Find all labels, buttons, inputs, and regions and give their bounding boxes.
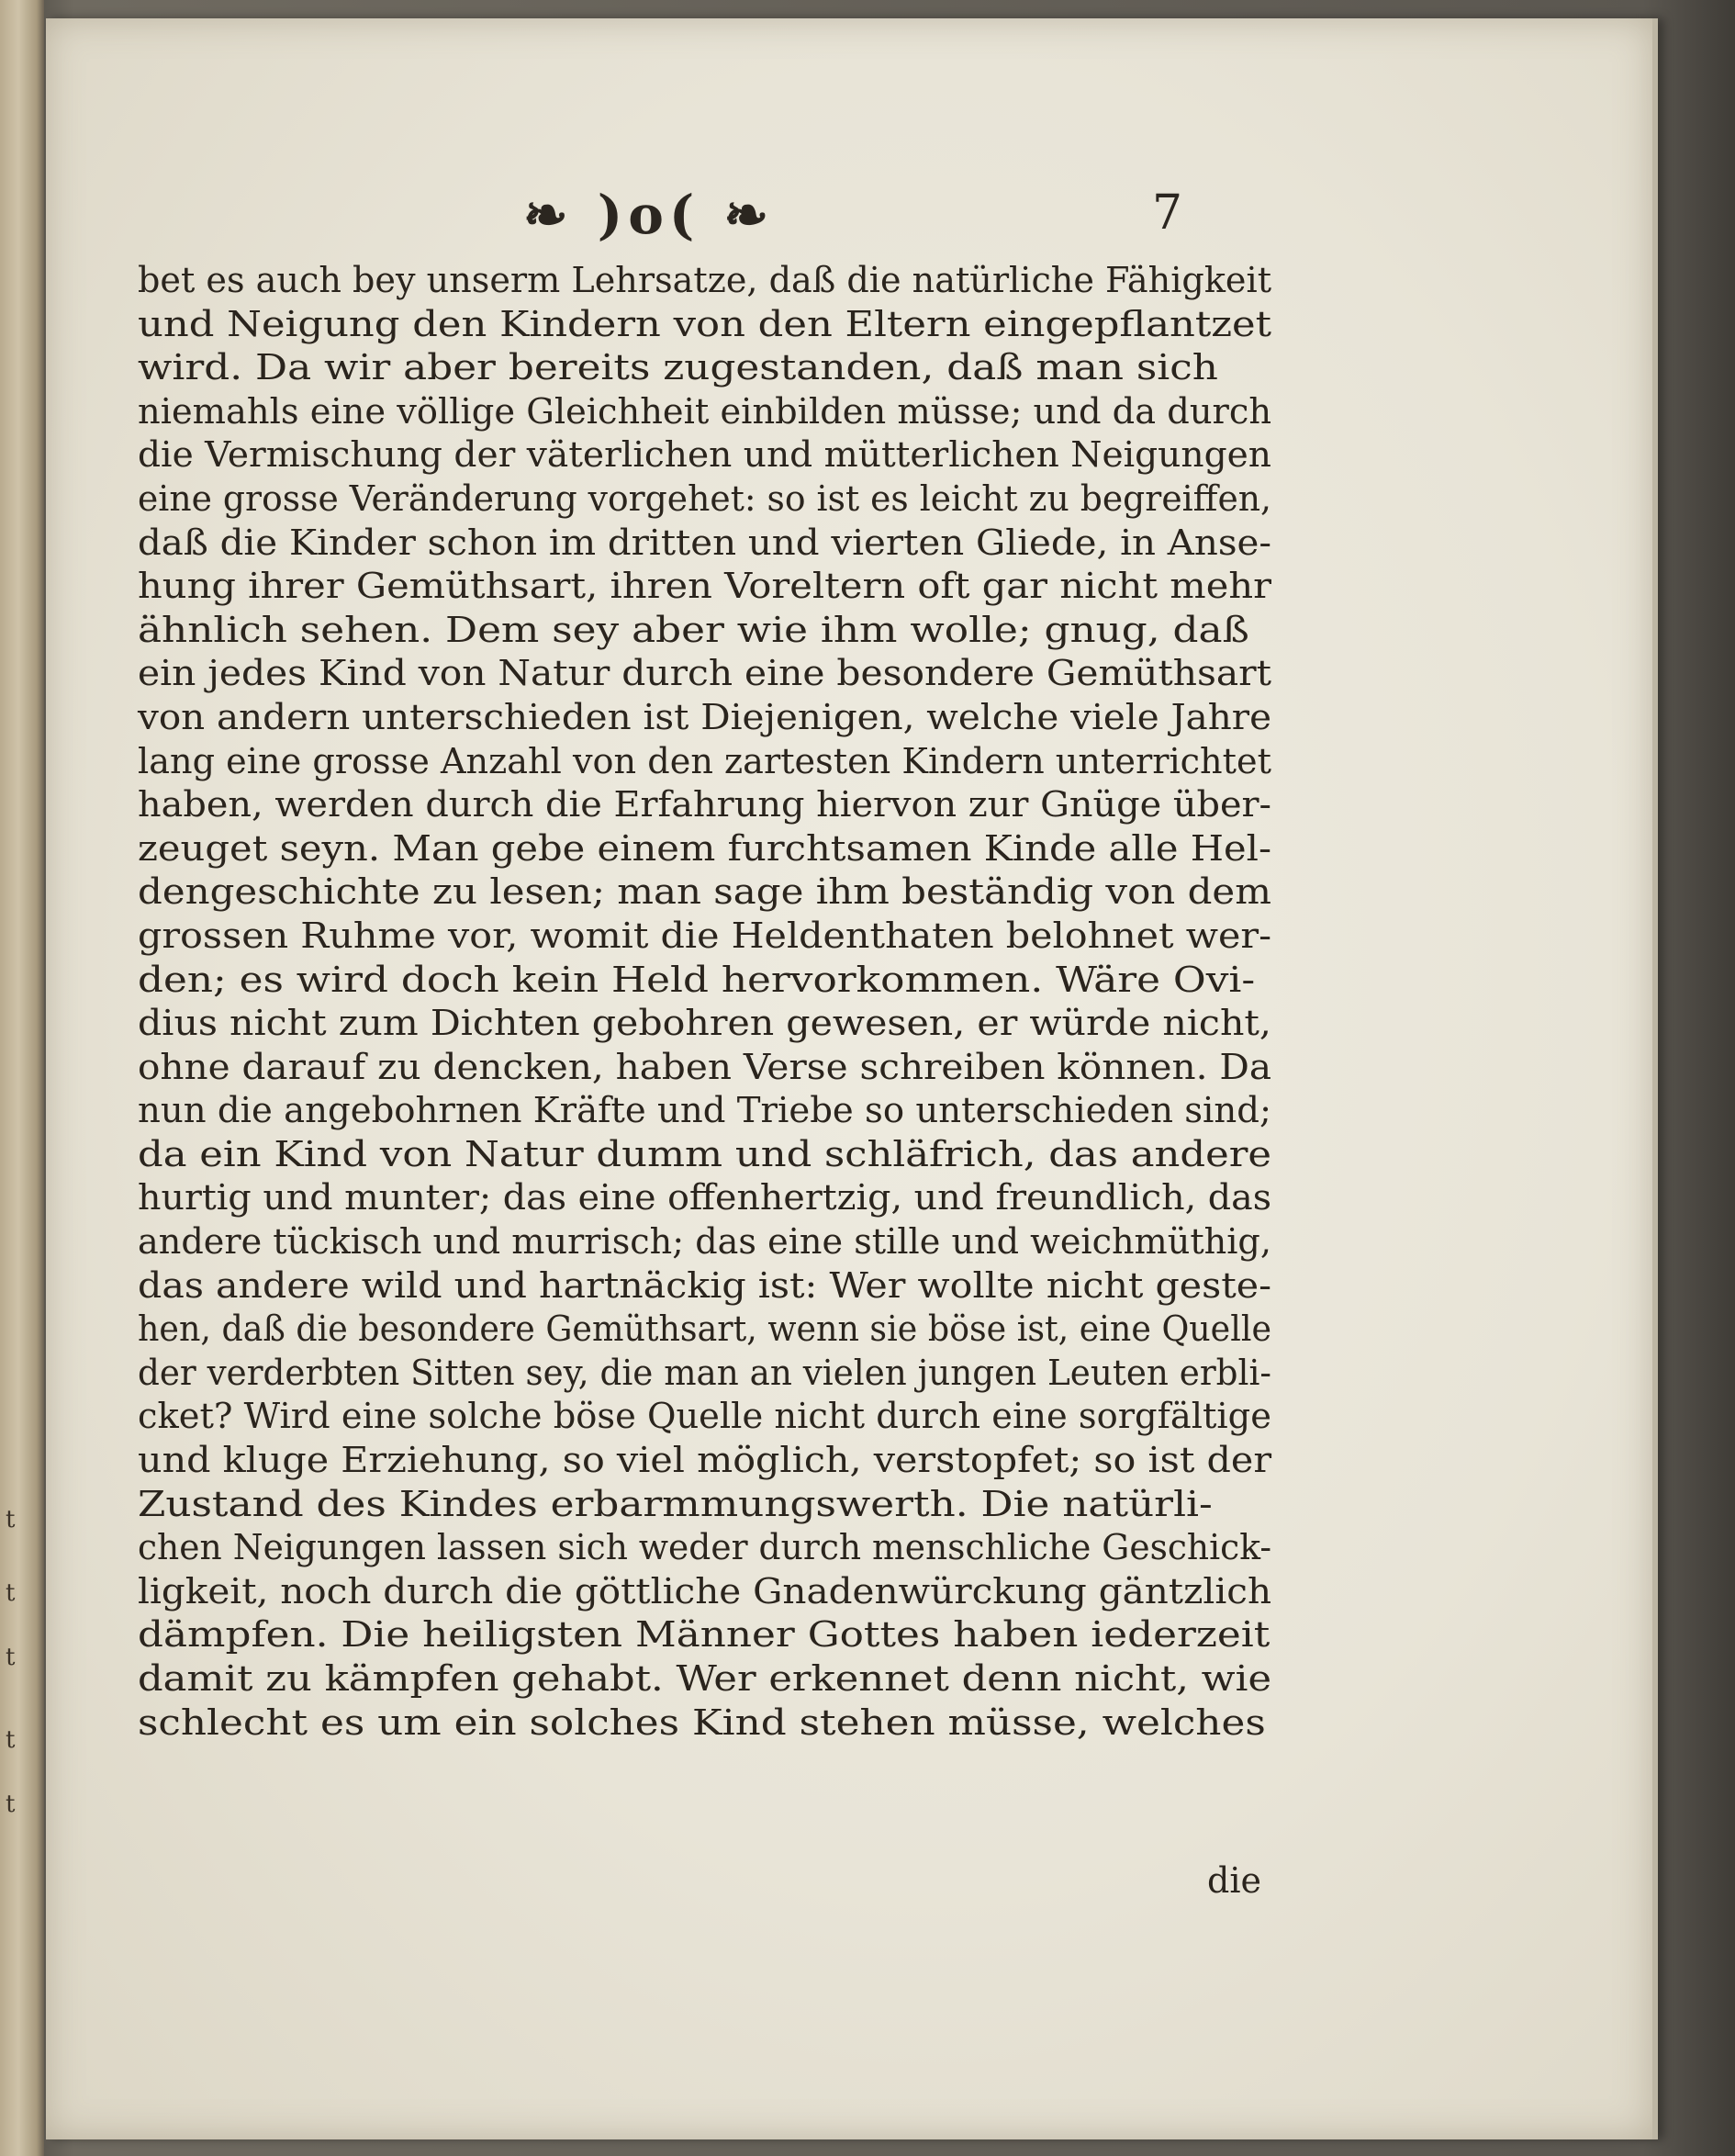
text-line: dius nicht zum Dichten gebohren gewesen, er würde nicht, (138, 1003, 1271, 1044)
text-line: hung ihrer Gemüthsart, ihren Voreltern oft gar nicht mehr (138, 566, 1271, 607)
book-page (46, 18, 1658, 2139)
text-line: dengeschichte zu lesen; man sage ihm beständig von dem (138, 871, 1271, 913)
text-line: ligkeit, noch durch die göttliche Gnadenwürckung gäntzlich (138, 1570, 1272, 1611)
text-line: damit zu kämpfen gehabt. Wer erkennet denn nicht, wie (138, 1658, 1272, 1699)
text-line: dämpfen. Die heiligsten Männer Gottes haben iederzeit (138, 1614, 1270, 1656)
text-line: ohne darauf zu dencken, haben Verse schreiben können. Da (138, 1046, 1272, 1087)
text-line: von andern unterschieden ist Diejenigen, welche viele Jahre (138, 696, 1272, 737)
facing-page-edge (0, 0, 44, 2156)
running-header (46, 184, 1652, 248)
page-number: 7 (1152, 185, 1183, 241)
text-line: und Neigung den Kindern von den Eltern eingepflantzet (138, 303, 1272, 344)
text-line: wird. Da wir aber bereits zugestanden, daß man sich (138, 347, 1218, 388)
text-line: chen Neigungen lassen sich weder durch menschliche Geschick- (138, 1527, 1272, 1568)
text-line: hurtig und munter; das eine offenhertzig, und freundlich, das (138, 1177, 1272, 1218)
text-line: andere tückisch und murrisch; das eine stille und weichmüthig, (138, 1221, 1271, 1263)
text-line: ein jedes Kind von Natur durch eine besondere Gemüthsart (138, 653, 1271, 694)
text-line: der verderbten Sitten sey, die man an vielen jungen Leuten erbli- (138, 1352, 1272, 1393)
text-line: cket? Wird eine solche böse Quelle nicht durch eine sorgfältige (138, 1396, 1271, 1437)
text-line: da ein Kind von Natur dumm und schläfrich, das andere (138, 1133, 1271, 1174)
text-line: eine grosse Veränderung vorgehet: so ist es leicht zu begreiffen, (138, 477, 1272, 519)
text-line: daß die Kinder schon im dritten und vierten Gliede, in Anse- (138, 522, 1272, 563)
text-line: bet es auch bey unserm Lehrsatze, daß die natürliche Fähigkeit (138, 260, 1272, 300)
text-line: lang eine grosse Anzahl von den zartesten Kindern unterrichtet (138, 740, 1271, 781)
margin-mark: t (6, 1644, 16, 1671)
text-line: ähnlich sehen. Dem sey aber wie ihm wolle; gnug, daß (138, 609, 1249, 650)
text-line: schlecht es um ein solches Kind stehen müsse, welches (138, 1701, 1266, 1743)
text-line: nun die angebohrnen Kräfte und Triebe so unterschieden sind; (138, 1090, 1272, 1131)
text-line: grossen Ruhme vor, womit die Heldenthaten belohnet wer- (138, 915, 1272, 956)
text-line: die Vermischung der väterlichen und mütterlichen Neigungen (138, 434, 1272, 476)
body-text (138, 259, 1271, 1745)
margin-mark: t (6, 1506, 16, 1533)
header-ornament: ❧ )o( ❧ (523, 184, 775, 246)
text-line: niemahls eine völlige Gleichheit einbilden müsse; und da durch (138, 390, 1272, 432)
text-line: Zustand des Kindes erbarmmungswerth. Die natürli- (138, 1483, 1213, 1524)
margin-mark: t (6, 1791, 16, 1818)
text-line: das andere wild und hartnäckig ist: Wer wollte nicht geste- (138, 1264, 1271, 1306)
margin-mark: t (6, 1579, 16, 1607)
text-line: und kluge Erziehung, so viel möglich, verstopfet; so ist der (138, 1440, 1272, 1481)
margin-mark: t (6, 1726, 16, 1754)
text-line: zeuget seyn. Man gebe einem furchtsamen Kinde alle Hel- (138, 827, 1272, 869)
text-line: den; es wird doch kein Held hervorkommen. Wäre Ovi- (138, 959, 1256, 1000)
text-line: haben, werden durch die Erfahrung hiervon zur Gnüge über- (138, 784, 1271, 825)
text-line: hen, daß die besondere Gemüthsart, wenn sie böse ist, eine Quelle (138, 1308, 1272, 1350)
catchword: die (1207, 1860, 1261, 1901)
